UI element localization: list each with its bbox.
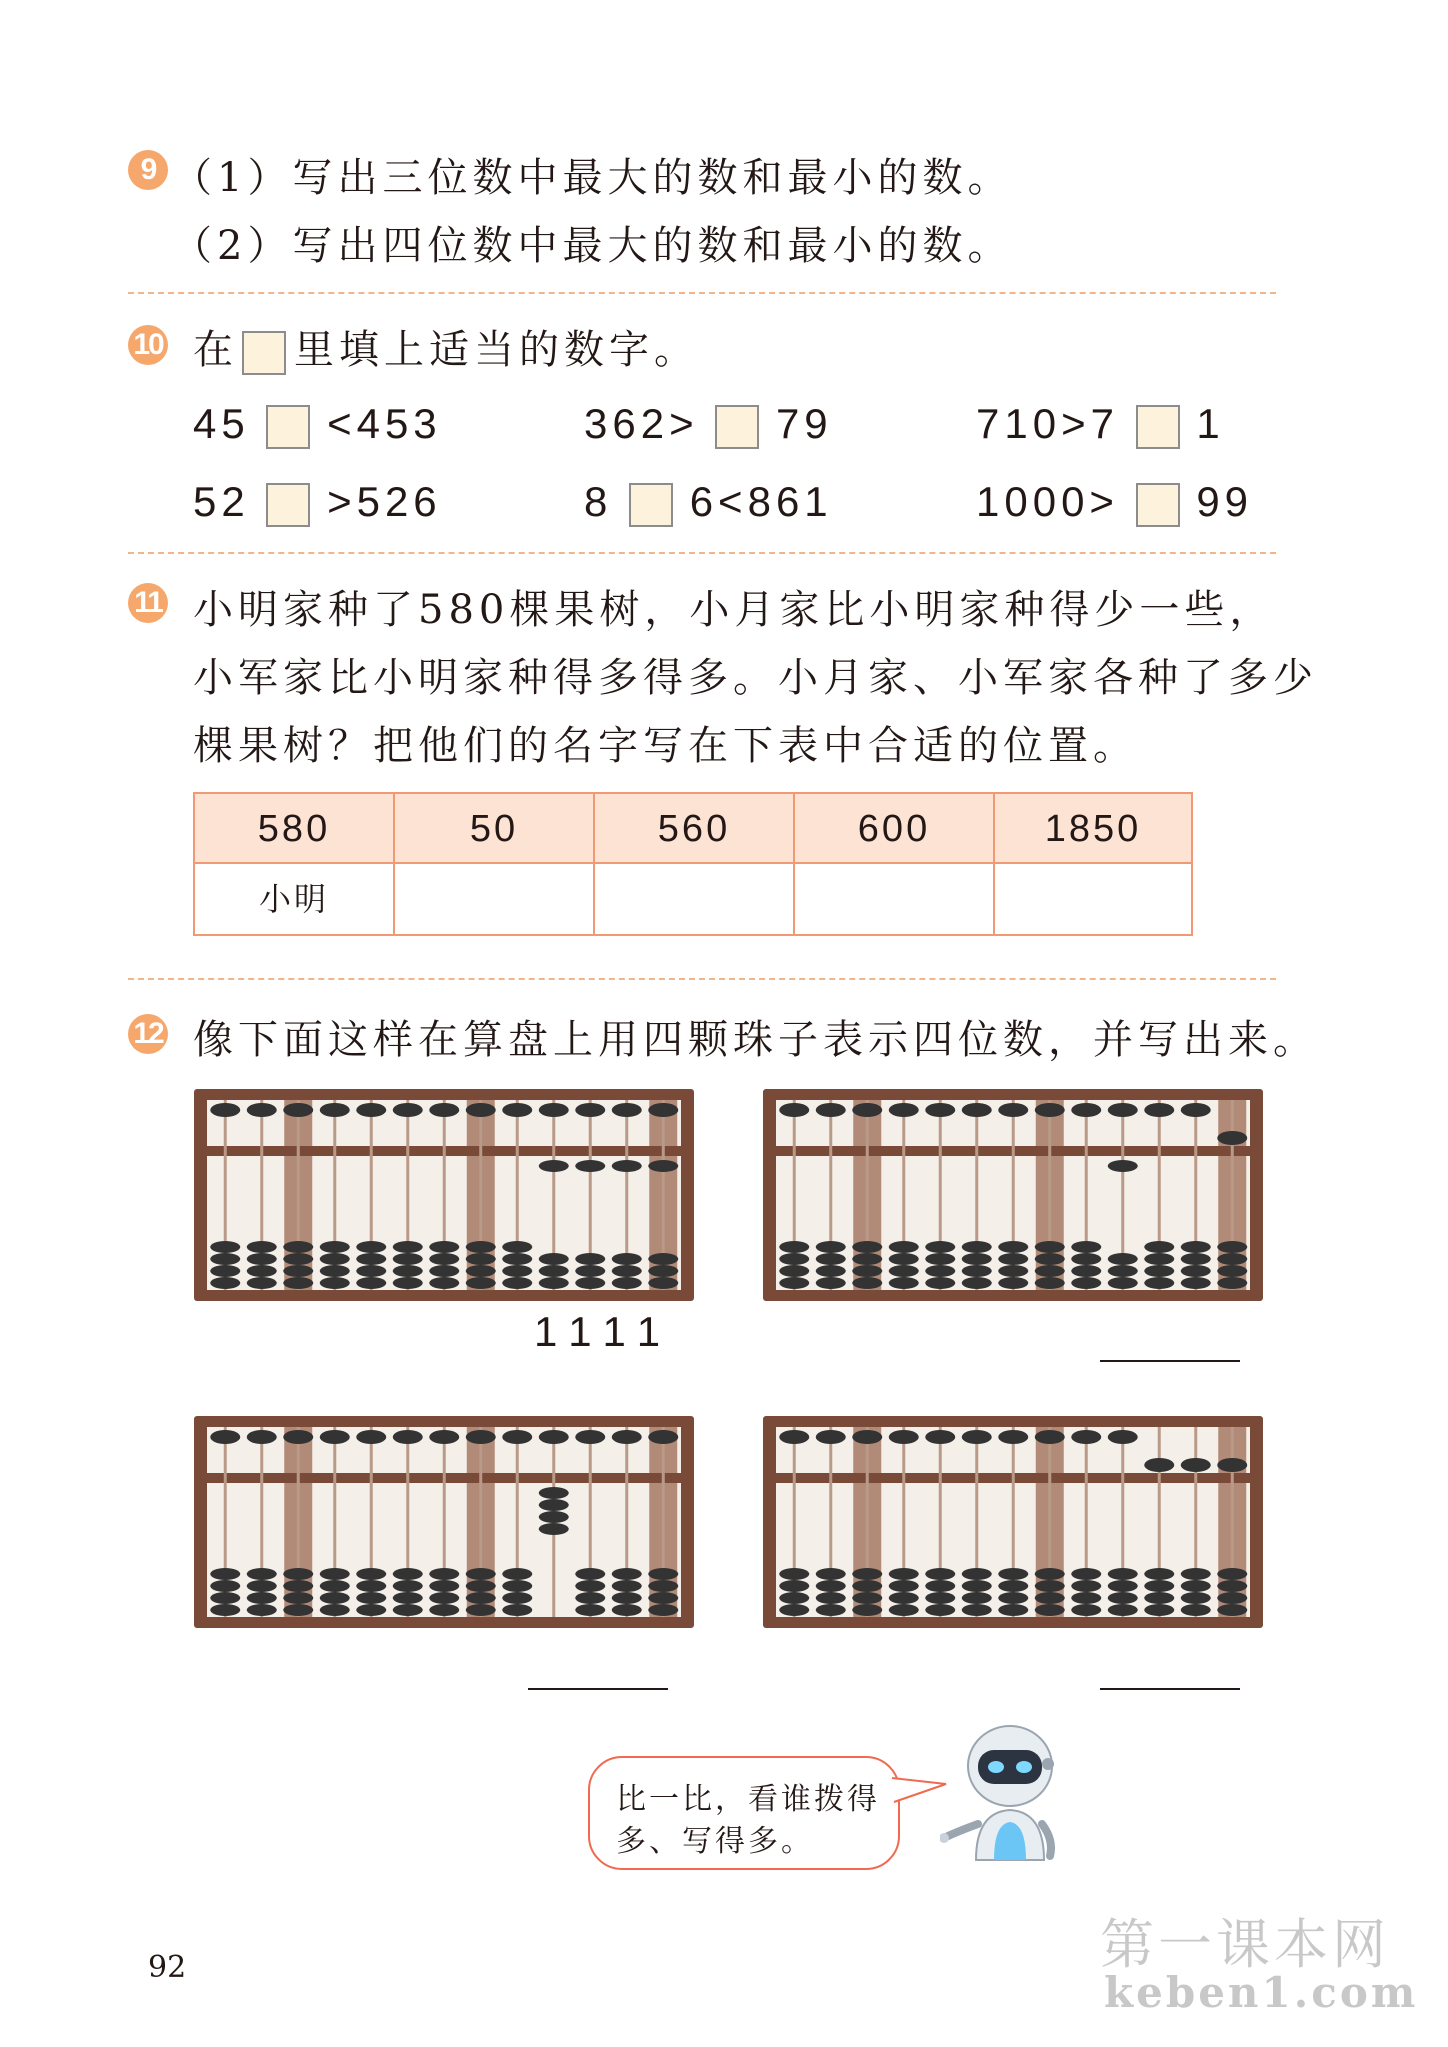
question-12-prompt: 像下面这样在算盘上用四颗珠子表示四位数，并写出来。 (193, 1017, 1318, 1063)
table-header-cell: 1850 (995, 794, 1191, 864)
question-9-badge: 9 (128, 150, 168, 190)
fill-item-post: 6<861 (689, 478, 833, 525)
answer-box[interactable] (715, 405, 759, 449)
question-10-badge: 10 (128, 325, 168, 365)
question-11-line-2: 小军家比小明家种得多得多。小月家、小军家各种了多少 (193, 655, 1318, 701)
fill-item-6 (976, 478, 1253, 527)
watermark-title: 第一课本网 (1100, 1913, 1390, 1976)
question-9-line-2: （2）写出四位数中最大的数和最小的数。 (172, 223, 1013, 269)
fill-item-post: 79 (775, 400, 833, 447)
fill-item-pre: 710>7 (976, 400, 1119, 447)
question-11-line-1: 小明家种了580棵果树，小月家比小明家种得少一些， (193, 587, 1275, 633)
abacus-1-value: 1111 (534, 1308, 675, 1355)
fill-item-3 (976, 400, 1225, 449)
fill-item-2 (584, 400, 833, 449)
fill-item-post: 1 (1196, 400, 1225, 447)
fill-item-pre: 8 (584, 478, 613, 525)
answer-box-sample (242, 331, 286, 375)
table-answer-cell[interactable] (395, 864, 595, 934)
separator (128, 978, 1276, 980)
prompt-text-post: 里填上适当的数字。 (294, 327, 699, 373)
fill-item-pre: 1000> (976, 478, 1119, 525)
abacus-1 (193, 1088, 695, 1302)
table-header-cell: 580 (195, 794, 395, 864)
answer-box[interactable] (629, 483, 673, 527)
answer-blank[interactable] (1100, 1360, 1240, 1362)
page-number: 92 (148, 1950, 187, 1985)
answer-box[interactable] (266, 483, 310, 527)
fill-item-pre: 52 (193, 478, 250, 525)
prompt-text-pre: 在 (193, 327, 238, 373)
answer-box[interactable] (266, 405, 310, 449)
fill-item-post: >526 (327, 478, 442, 525)
table-answer-cell[interactable] (995, 864, 1191, 934)
separator (128, 552, 1276, 554)
tree-count-table (193, 792, 1193, 936)
speech-bubble (588, 1756, 900, 1870)
fill-item-pre: 45 (193, 400, 250, 447)
table-header-cell: 600 (795, 794, 995, 864)
bubble-line-2: 多、写得多。 (616, 1824, 814, 1859)
table-header-cell: 560 (595, 794, 795, 864)
fill-item-5 (584, 478, 833, 527)
question-11-line-3: 棵果树？把他们的名字写在下表中合适的位置。 (193, 723, 1138, 769)
table-answer-cell[interactable] (795, 864, 995, 934)
fill-item-pre: 362> (584, 400, 699, 447)
watermark-url: keben1.com (1104, 1968, 1419, 2017)
answer-box[interactable] (1136, 405, 1180, 449)
question-10-prompt (193, 318, 699, 375)
fill-item-post: 99 (1196, 478, 1254, 525)
question-12-badge: 12 (128, 1014, 168, 1054)
question-9-line-1: （1）写出三位数中最大的数和最小的数。 (172, 155, 1013, 201)
robot-icon (940, 1720, 1070, 1870)
fill-item-1 (193, 400, 442, 449)
answer-blank[interactable] (1100, 1688, 1240, 1690)
answer-blank[interactable] (528, 1688, 668, 1690)
bubble-line-1: 比一比，看谁拨得 (616, 1782, 880, 1817)
table-name-cell: 小明 (195, 864, 395, 934)
answer-box[interactable] (1136, 483, 1180, 527)
table-header-cell: 50 (395, 794, 595, 864)
separator (128, 292, 1276, 294)
question-11-badge: 11 (128, 583, 168, 623)
abacus-3 (193, 1415, 695, 1629)
abacus-2 (762, 1088, 1264, 1302)
abacus-4 (762, 1415, 1264, 1629)
table-answer-cell[interactable] (595, 864, 795, 934)
fill-item-post: <453 (327, 400, 442, 447)
fill-item-4 (193, 478, 442, 527)
